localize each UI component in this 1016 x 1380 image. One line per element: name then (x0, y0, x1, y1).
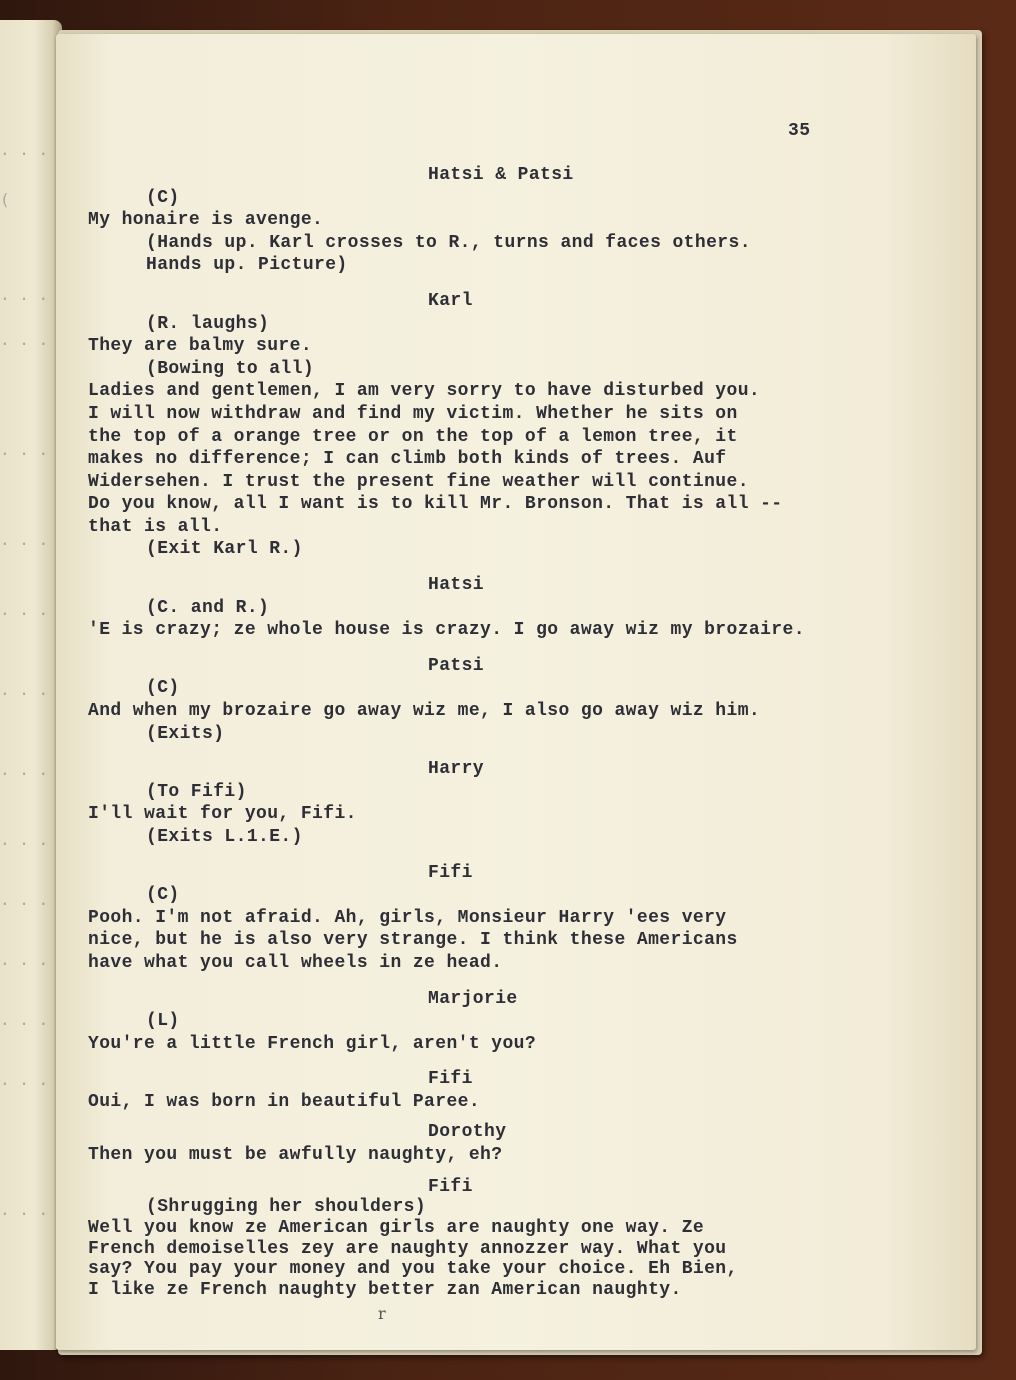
stage-direction: (C) (146, 885, 180, 906)
speaker-name: Hatsi & Patsi (428, 165, 574, 186)
ghost-line: . . . (0, 760, 49, 779)
stage-direction: (Exits) (146, 723, 225, 744)
speaker-name: Karl (428, 291, 473, 312)
dialogue-line: nice, but he is also very strange. I think these Americans (88, 930, 738, 951)
dialogue-line: say? You pay your money and you take your choice. Eh Bien, (88, 1259, 738, 1280)
speaker-name: Hatsi (428, 575, 485, 596)
stage-direction: (Exits L.1.E.) (146, 826, 303, 847)
facing-page-edge (0, 20, 62, 1350)
speaker-name: Fifi (428, 862, 473, 883)
ghost-line: . . . (0, 600, 49, 619)
ghost-line: . . . (0, 1010, 49, 1029)
dialogue-line: I'll wait for you, Fifi. (88, 804, 357, 825)
ghost-line: . . . (0, 830, 49, 849)
dialogue-line: Oui, I was born in beautiful Paree. (88, 1092, 481, 1113)
dialogue-line: makes no difference; I can climb both kinds of trees. Auf (88, 449, 727, 470)
speaker-name: Dorothy (428, 1122, 507, 1143)
stage-direction: (Bowing to all) (146, 358, 315, 379)
stage-direction: (Shrugging her shoulders) (146, 1197, 427, 1218)
dialogue-line: French demoiselles zey are naughty annozzer way. What you (88, 1238, 727, 1259)
speaker-name: Fifi (428, 1069, 473, 1090)
ghost-line: . . . (0, 440, 49, 459)
script-page (56, 34, 976, 1350)
page-text (56, 34, 976, 1350)
show-through-text (0, 20, 62, 1350)
stage-direction: (To Fifi) (146, 781, 247, 802)
ghost-line: . . . (0, 1200, 49, 1219)
stage-direction: (C) (146, 187, 180, 208)
speaker-name: Harry (428, 759, 485, 780)
dialogue-line: Widersehen. I trust the present fine weather will continue. (88, 471, 749, 492)
dialogue-line: Ladies and gentlemen, I am very sorry to have disturbed you. (88, 381, 761, 402)
stage-direction: (C. and R.) (146, 597, 270, 618)
ghost-line: . . . (0, 950, 49, 969)
ghost-line: . . . (0, 1070, 49, 1089)
speaker-name: Patsi (428, 655, 485, 676)
dialogue-line: I will now withdraw and find my victim. Whether he sits on (88, 403, 738, 424)
stage-direction: (L) (146, 1011, 180, 1032)
dialogue-line: I like ze French naughty better zan American naughty. (88, 1280, 682, 1301)
stage-direction: (Hands up. Karl crosses to R., turns and faces others. (146, 232, 751, 253)
page-number: 35 (788, 121, 811, 141)
pencil-mark: r (378, 1304, 387, 1323)
dialogue-line: that is all. (88, 516, 223, 537)
ghost-line: ) (0, 190, 10, 209)
dialogue-line: 'E is crazy; ze whole house is crazy. I go away wiz my brozaire. (88, 620, 805, 641)
dialogue-line: Then you must be awfully naughty, eh? (88, 1144, 503, 1165)
ghost-line: . . . (0, 680, 49, 699)
stage-direction: Hands up. Picture) (146, 255, 348, 276)
ghost-line: . . . (0, 140, 49, 159)
stage-direction: (C) (146, 678, 180, 699)
dialogue-line: Well you know ze American girls are naughty one way. Ze (88, 1218, 705, 1238)
dialogue-line: have what you call wheels in ze head. (88, 952, 503, 973)
dialogue-line: My honaire is avenge. (88, 210, 324, 231)
ghost-line: . . . (0, 285, 49, 304)
speaker-name: Fifi (428, 1176, 473, 1197)
stage-direction: (Exit Karl R.) (146, 539, 303, 560)
dialogue-line: They are balmy sure. (88, 336, 313, 357)
dialogue-line: Do you know, all I want is to kill Mr. Bronson. That is all -- (88, 494, 783, 515)
dialogue-line: You're a little French girl, aren't you? (88, 1033, 537, 1054)
dialogue-line: And when my brozaire go away wiz me, I also go away wiz him. (88, 701, 761, 721)
dialogue-line: Pooh. I'm not afraid. Ah, girls, Monsieur Harry 'ees very (88, 907, 727, 928)
ghost-line: . . . (0, 330, 49, 349)
ghost-line: . . . (0, 890, 49, 909)
ghost-line: . . . (0, 530, 49, 549)
speaker-name: Marjorie (428, 988, 518, 1009)
dialogue-line: the top of a orange tree or on the top of a lemon tree, it (88, 426, 738, 447)
stage-direction: (R. laughs) (146, 313, 270, 334)
